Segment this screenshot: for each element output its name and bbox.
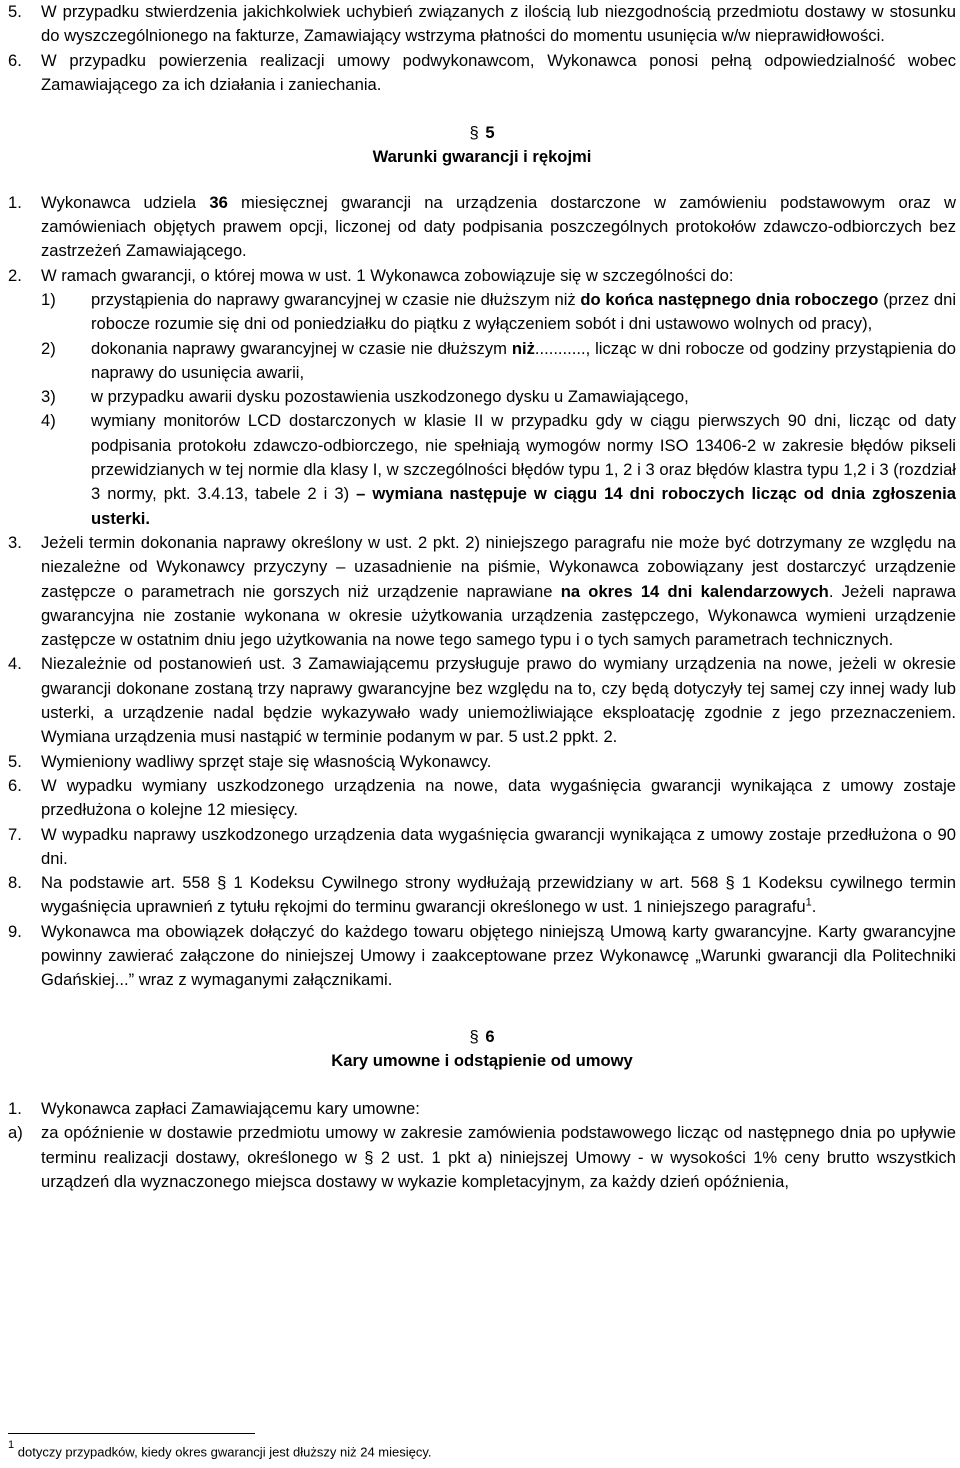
section-number: 5 — [485, 123, 495, 143]
item-number: 5. — [8, 2, 22, 21]
text: w przypadku awarii dysku pozostawienia uszkodzonego dysku u Zamawiającego, — [91, 387, 689, 407]
text: przystąpienia do naprawy gwarancyjnej w czasie nie dłuższym niż — [91, 289, 581, 309]
item-number: 4. — [8, 654, 22, 674]
item-number: 1. — [8, 192, 22, 212]
text: W ramach gwarancji, o której mowa w ust. 1 Wykonawca zobowiązuje się w szczególności do: — [41, 265, 734, 285]
item-text: W przypadku stwierdzenia jakichkolwiek uchybień związanych z ilością lub niezgodnością przedmiotu dostawy w stosunku do wyszczególnionego na fakturze, Zamawiający wstrzyma płatności do momentu usunięcia w/w nieprawidłowości. — [41, 2, 956, 46]
footnote-mark: 1 — [8, 1439, 15, 1451]
text: Na podstawie art. 558 — [41, 873, 218, 893]
text: Wymieniony wadliwy sprzęt staje się własnością Wykonawcy. — [41, 751, 492, 771]
item-number: 6. — [8, 775, 22, 795]
s5-subitem-4 — [8, 409, 956, 530]
s5-subitem-2 — [8, 337, 956, 386]
item-number: 3. — [8, 532, 22, 552]
text: Jeżeli termin dokonania naprawy określony w ust. 2 pkt. 2) niniejszego paragrafu nie może być dotrzymany ze względu na niezależne od Wykonawcy przyczyny – uzasadnienie na piśmie, Wykonawca zobowiązany jest dostarczyć urządzenie zastępcze o parametrach nie gorszych niż urządzenie naprawiane — [41, 532, 956, 601]
section-number: 6 — [485, 1026, 495, 1046]
item-number: 7. — [8, 824, 22, 844]
item-number: 1. — [8, 1099, 22, 1119]
section-symbol: § — [217, 873, 227, 893]
section-5-title: Warunki gwarancji i rękojmi — [372, 147, 592, 167]
item-number: a) — [8, 1123, 23, 1143]
text: Wykonawca zapłaci Zamawiającemu kary umowne: — [41, 1099, 420, 1119]
document-page — [8, 0, 956, 1194]
section-symbol: § — [364, 1147, 374, 1167]
footnote-reference[interactable]: 1 — [805, 896, 812, 909]
text: 1 Kodeksu Cywilnego strony wydłużają przewidziany w art. 568 — [226, 873, 726, 893]
s5-subitem-1 — [8, 288, 956, 337]
text: . Jeżeli naprawa gwarancyjna nie zostanie wykonana w okresie użytkowania urządzenia zastępczego, Wykonawca wymieni urządzenie zastępcze w ostatnim dniu jego użytkowania na nowe tego samego typu i o tych samych parametrach technicznych. — [41, 581, 956, 650]
text: (przez dni robocze rozumie się dni od poniedziałku do piątku z wyłączeniem sobót i dni ustawowo wolnych od pracy), — [91, 289, 957, 334]
s5-paragraph-4 — [8, 652, 956, 749]
s5-paragraph-7 — [8, 823, 956, 872]
s5-subitem-3 — [8, 385, 956, 409]
text: ..........., licząc w dni robocze od godziny przystąpienia do naprawy do usunięcia awarii, — [91, 338, 956, 382]
item-number: 2. — [8, 265, 22, 285]
s6-paragraph-1 — [8, 1097, 956, 1121]
bold-text: 36 — [209, 192, 228, 212]
text: za opóźnienie w dostawie przedmiotu umowy w zakresie zamówienia podstawowego licząc od następnego dnia po upływie terminu realizacji dostawy, określonego w — [41, 1123, 956, 1167]
paragraph-6 — [8, 49, 956, 98]
item-number: 9. — [8, 921, 22, 941]
text: 1 Kodeksu cywilnego termin wygaśnięcia uprawnień z tytułu rękojmi do terminu gwarancji określonego w ust. 1 niniejszego paragrafu — [41, 873, 956, 917]
s5-paragraph-6 — [8, 774, 956, 823]
text: Wykonawca ma obowiązek dołączyć do każdego towaru objętego niniejszą Umową karty gwarancyjne. Karty gwarancyjne powinny zawierać załączone do niniejszej Umowy i zaakceptowane przez Wykonawcę „Warunki gwarancji dla Politechniki Gdańskiej...” wraz z wymaganymi załącznikami. — [41, 921, 956, 990]
bold-text: – wymiana następuje w ciągu 14 dni roboczych licząc od dnia zgłoszenia usterki. — [91, 484, 956, 528]
s5-paragraph-9 — [8, 920, 956, 993]
text: Wykonawca udziela — [41, 192, 210, 212]
s5-paragraph-2 — [8, 264, 956, 288]
item-number: 2) — [41, 338, 56, 358]
s5-paragraph-5 — [8, 750, 956, 774]
text: 2 ust. 1 pkt a) niniejszej Umowy - w wysokości 1% ceny brutto wszystkich urządzeń dla wyznaczonego miejsca dostawy w wykazie kompletacyjnym, za każdy dzień opóźnienia, — [41, 1147, 957, 1192]
footnote-text: dotyczy przypadków, kiedy okres gwarancji jest dłuższy niż 24 miesięcy. — [17, 1444, 432, 1460]
item-number: 1) — [41, 289, 56, 309]
text: dokonania naprawy gwarancyjnej w czasie nie dłuższym — [91, 338, 512, 358]
section-6-number — [8, 1025, 956, 1049]
s5-paragraph-8 — [8, 871, 956, 920]
bold-text: niż — [511, 338, 535, 358]
text: W wypadku naprawy uszkodzonego urządzenia data wygaśnięcia gwarancji wynikająca z umowy zostaje przedłużona o 90 dni. — [41, 824, 956, 868]
section-symbol: § — [469, 1026, 479, 1046]
text: miesięcznej gwarancji na urządzenia dostarczone w zamówieniu podstawowym oraz w zamówieniach objętych prawem opcji, liczonej od daty podpisania poszczególnych protokołów zdawczo-odbiorczych bez zastrzeżeń Zamawiającego. — [41, 192, 956, 261]
section-symbol: § — [725, 873, 735, 893]
s5-paragraph-3 — [8, 531, 956, 652]
text: W wypadku wymiany uszkodzonego urządzenia na nowe, data wygaśnięcia gwarancji wynikająca z umowy zostaje przedłużona o kolejne 12 miesięcy. — [41, 775, 956, 820]
section-6-title: Kary umowne i odstąpienie od umowy — [331, 1050, 633, 1070]
footnote — [8, 1440, 432, 1460]
text: . — [811, 897, 817, 917]
item-number: 4) — [41, 411, 56, 431]
section-symbol: § — [469, 123, 479, 143]
paragraph-5 — [8, 0, 956, 49]
item-number: 3) — [41, 387, 56, 407]
item-number: 5. — [8, 751, 22, 771]
s5-paragraph-1 — [8, 191, 956, 264]
section-5-number — [8, 121, 956, 145]
footnote-divider — [8, 1433, 255, 1434]
item-text: W przypadku powierzenia realizacji umowy podwykonawcom, Wykonawca ponosi pełną odpowiedzialność wobec Zamawiającego za ich działania i zaniechania. — [41, 50, 956, 94]
text: Niezależnie od postanowień ust. 3 Zamawiającemu przysługuje prawo do wymiany urządzenia na nowe, jeżeli w okresie gwarancji dokonane zostaną trzy naprawy gwarancyjne bez względu na to, czy będą dotyczyły tej samej czy innej wady lub usterki, a urządzenie nadal będzie wykazywało wady uniemożliwiające eksploatację zgodnie z jego przeznaczeniem. Wymiana urządzenia musi nastąpić w terminie podanym w par. 5 ust.2 ppkt. 2. — [41, 654, 956, 747]
bold-text: na okres 14 dni kalendarzowych — [560, 581, 829, 601]
s6-subitem-a — [8, 1121, 956, 1194]
item-number: 8. — [8, 873, 22, 893]
bold-text: do końca następnego dnia roboczego — [580, 289, 879, 309]
item-number: 6. — [8, 50, 22, 70]
text: wymiany monitorów LCD dostarczonych w klasie II w przypadku gdy w ciągu pierwszych 90 dni, licząc od daty podpisania protokołu zdawczo-odbiorczego, nie spełniają wymogów normy ISO 13406-2 w zakresie błędów pikseli przewidzianych w tej normie dla klasy I, w szczególności błędów typu 1, 2 i 3 oraz błędów klastra typu 1,2 i 3 (rozdział 3 normy, pkt. 3.4.13, tabele 2 i 3) — [91, 411, 956, 504]
